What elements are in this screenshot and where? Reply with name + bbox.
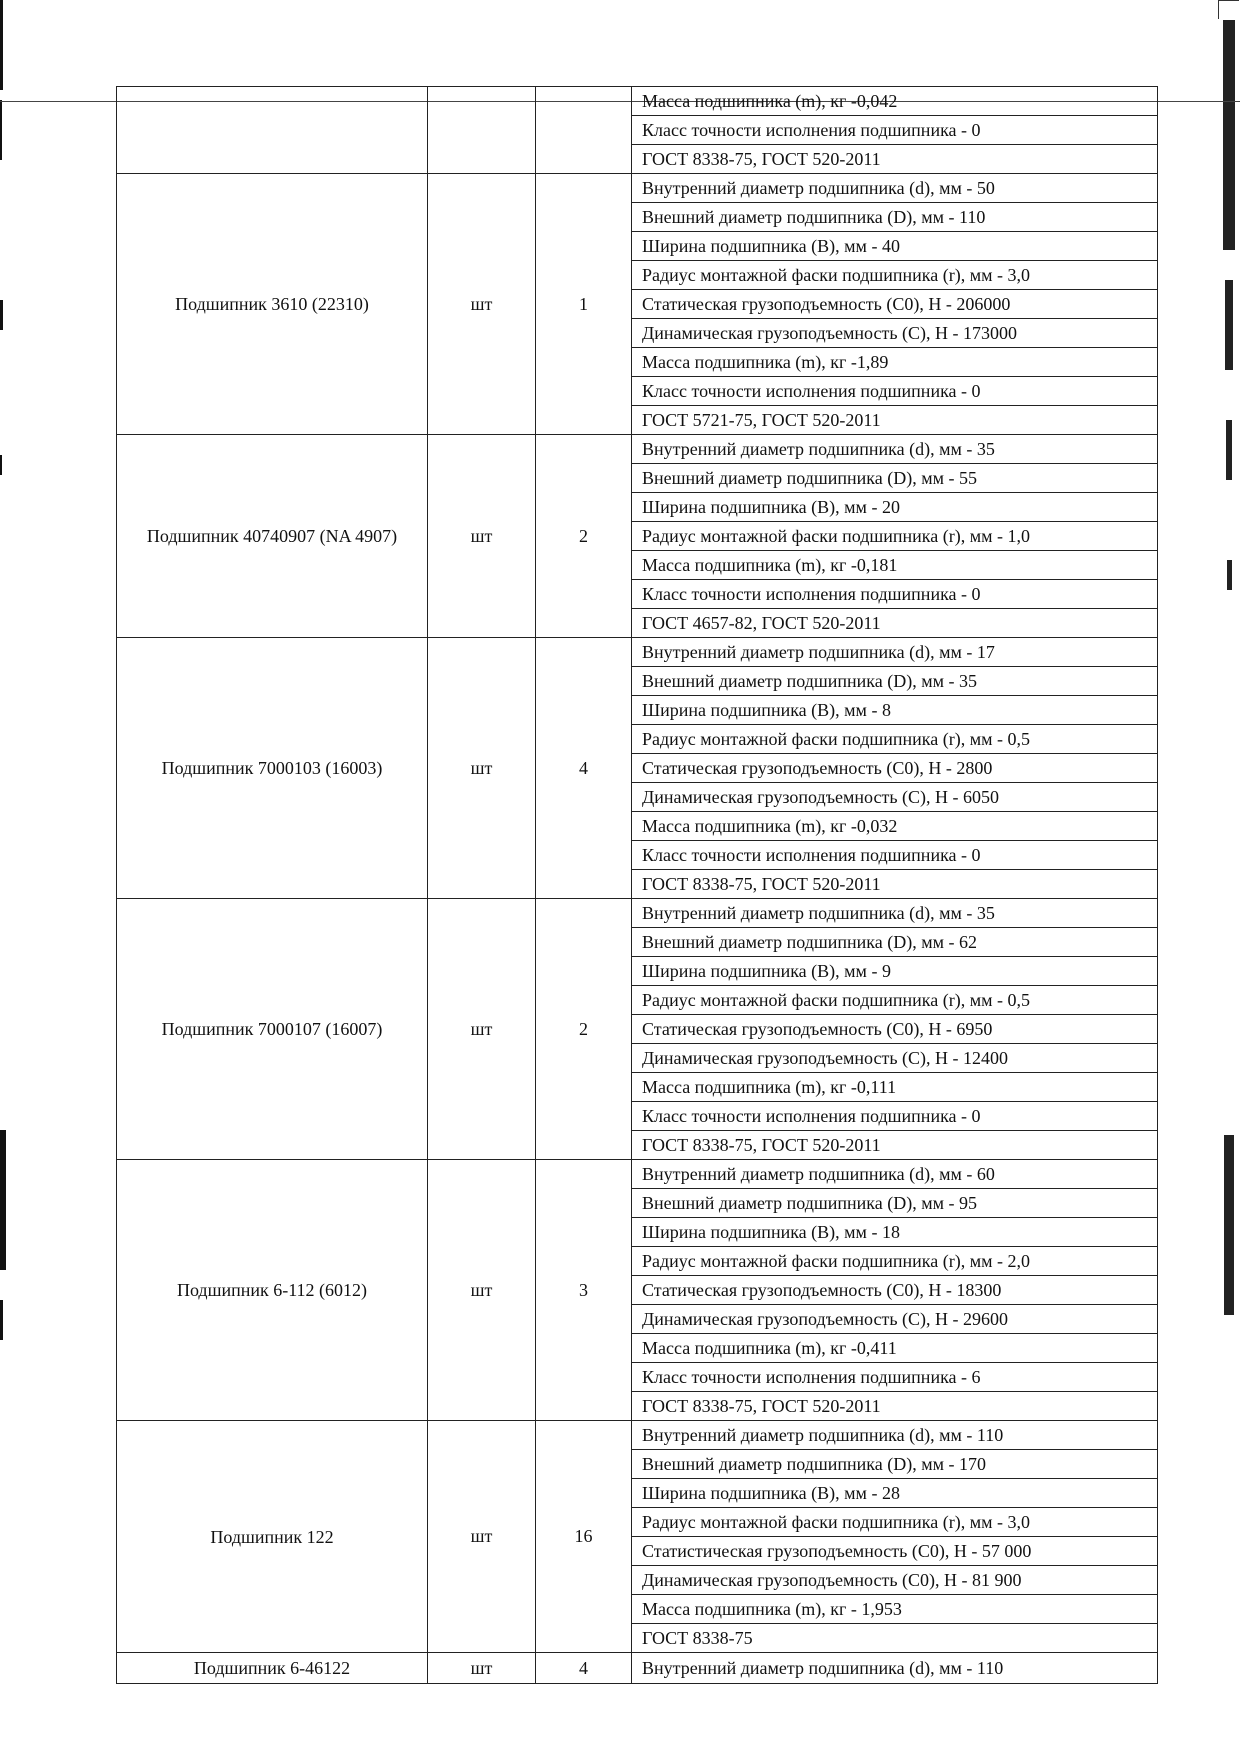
item-unit: шт — [428, 435, 536, 638]
param-cell: ГОСТ 8338-75, ГОСТ 520-2011 — [632, 1392, 1158, 1421]
param-cell: Внутренний диаметр подшипника (d), мм - 60 — [632, 1160, 1158, 1189]
param-cell: Радиус монтажной фаски подшипника (r), мм - 3,0 — [632, 1508, 1158, 1537]
item-unit: шт — [428, 1160, 536, 1421]
item-unit: шт — [428, 174, 536, 435]
item-qty: 2 — [536, 435, 632, 638]
item-qty: 4 — [536, 1653, 632, 1684]
param-cell: Статическая грузоподъемность (C0), Н - 18300 — [632, 1276, 1158, 1305]
param-cell: Внутренний диаметр подшипника (d), мм - 110 — [632, 1653, 1158, 1684]
param-cell: Динамическая грузоподъемность (C), Н - 6050 — [632, 783, 1158, 812]
param-cell: Ширина подшипника (B), мм - 20 — [632, 493, 1158, 522]
param-cell: Статическая грузоподъемность (C0), Н - 206000 — [632, 290, 1158, 319]
param-cell: Внутренний диаметр подшипника (d), мм - 35 — [632, 899, 1158, 928]
item-unit: шт — [428, 638, 536, 899]
param-cell: Внешний диаметр подшипника (D), мм - 95 — [632, 1189, 1158, 1218]
param-cell: Радиус монтажной фаски подшипника (r), мм - 2,0 — [632, 1247, 1158, 1276]
param-cell: Масса подшипника (m), кг -0,042 — [632, 87, 1158, 116]
qty-cell — [536, 87, 632, 174]
param-cell: Масса подшипника (m), кг -0,181 — [632, 551, 1158, 580]
param-cell: Внутренний диаметр подшипника (d), мм - 50 — [632, 174, 1158, 203]
item-name: Подшипник 7000103 (16003) — [117, 638, 428, 899]
item-name: Подшипник 7000107 (16007) — [117, 899, 428, 1160]
table-row — [117, 638, 1158, 667]
param-cell: Динамическая грузоподъемность (C), Н - 12400 — [632, 1044, 1158, 1073]
param-cell: ГОСТ 8338-75, ГОСТ 520-2011 — [632, 870, 1158, 899]
param-cell: Ширина подшипника (B), мм - 40 — [632, 232, 1158, 261]
item-unit: шт — [428, 1653, 536, 1684]
item-unit: шт — [428, 899, 536, 1160]
param-cell: Класс точности исполнения подшипника - 6 — [632, 1363, 1158, 1392]
item-qty: 16 — [536, 1421, 632, 1653]
param-cell: Внутренний диаметр подшипника (d), мм - 35 — [632, 435, 1158, 464]
param-cell: Масса подшипника (m), кг -0,411 — [632, 1334, 1158, 1363]
param-cell: Динамическая грузоподъемность (C), Н - 173000 — [632, 319, 1158, 348]
table-row — [117, 1421, 1158, 1450]
param-cell: Масса подшипника (m), кг - 1,953 — [632, 1595, 1158, 1624]
item-qty: 1 — [536, 174, 632, 435]
param-cell: Радиус монтажной фаски подшипника (r), мм - 0,5 — [632, 986, 1158, 1015]
scan-edge-right — [1221, 0, 1237, 1754]
param-cell: Внешний диаметр подшипника (D), мм - 35 — [632, 667, 1158, 696]
param-cell: Статическая грузоподъемность (C0), Н - 2800 — [632, 754, 1158, 783]
param-cell: ГОСТ 8338-75 — [632, 1624, 1158, 1653]
item-qty: 4 — [536, 638, 632, 899]
param-cell: ГОСТ 5721-75, ГОСТ 520-2011 — [632, 406, 1158, 435]
param-cell: Масса подшипника (m), кг -1,89 — [632, 348, 1158, 377]
item-name: Подшипник 6-46122 — [117, 1653, 428, 1684]
param-cell: Радиус монтажной фаски подшипника (r), мм - 1,0 — [632, 522, 1158, 551]
param-cell: Радиус монтажной фаски подшипника (r), мм - 3,0 — [632, 261, 1158, 290]
item-name: Подшипник 122 — [117, 1421, 428, 1653]
param-cell: Внешний диаметр подшипника (D), мм - 55 — [632, 464, 1158, 493]
item-qty: 2 — [536, 899, 632, 1160]
param-cell: Класс точности исполнения подшипника - 0 — [632, 580, 1158, 609]
item-qty: 3 — [536, 1160, 632, 1421]
param-cell: Статистическая грузоподъемность (C0), Н - 57 000 — [632, 1537, 1158, 1566]
param-cell: Внутренний диаметр подшипника (d), мм - 110 — [632, 1421, 1158, 1450]
param-cell: Ширина подшипника (B), мм - 9 — [632, 957, 1158, 986]
param-cell: Класс точности исполнения подшипника - 0 — [632, 116, 1158, 145]
param-cell: Класс точности исполнения подшипника - 0 — [632, 1102, 1158, 1131]
param-cell: Внутренний диаметр подшипника (d), мм - 17 — [632, 638, 1158, 667]
param-cell: Внешний диаметр подшипника (D), мм - 62 — [632, 928, 1158, 957]
param-cell: ГОСТ 4657-82, ГОСТ 520-2011 — [632, 609, 1158, 638]
param-cell: Статическая грузоподъемность (C0), Н - 6950 — [632, 1015, 1158, 1044]
param-cell: Ширина подшипника (B), мм - 8 — [632, 696, 1158, 725]
name-cell — [117, 87, 428, 174]
table-row — [117, 899, 1158, 928]
scan-edge-left — [0, 0, 7, 1754]
item-unit: шт — [428, 1421, 536, 1653]
param-cell: Масса подшипника (m), кг -0,111 — [632, 1073, 1158, 1102]
param-cell: Внешний диаметр подшипника (D), мм - 110 — [632, 203, 1158, 232]
table-body — [117, 87, 1158, 1684]
table-row — [117, 1160, 1158, 1189]
table-row — [117, 435, 1158, 464]
param-cell: Класс точности исполнения подшипника - 0 — [632, 377, 1158, 406]
param-cell: Ширина подшипника (B), мм - 18 — [632, 1218, 1158, 1247]
param-cell: Класс точности исполнения подшипника - 0 — [632, 841, 1158, 870]
param-cell: Радиус монтажной фаски подшипника (r), мм - 0,5 — [632, 725, 1158, 754]
table-row — [117, 87, 1158, 116]
param-cell: Масса подшипника (m), кг -0,032 — [632, 812, 1158, 841]
item-name: Подшипник 6-112 (6012) — [117, 1160, 428, 1421]
table-row — [117, 1653, 1158, 1684]
table-row — [117, 174, 1158, 203]
param-cell: Ширина подшипника (B), мм - 28 — [632, 1479, 1158, 1508]
bearing-spec-table — [116, 86, 1158, 1684]
item-name: Подшипник 40740907 (NA 4907) — [117, 435, 428, 638]
param-cell: Внешний диаметр подшипника (D), мм - 170 — [632, 1450, 1158, 1479]
param-cell: ГОСТ 8338-75, ГОСТ 520-2011 — [632, 1131, 1158, 1160]
param-cell: Динамическая грузоподъемность (C), Н - 29600 — [632, 1305, 1158, 1334]
unit-cell — [428, 87, 536, 174]
param-cell: Динамическая грузоподъемность (C0), Н - 81 900 — [632, 1566, 1158, 1595]
item-name: Подшипник 3610 (22310) — [117, 174, 428, 435]
param-cell: ГОСТ 8338-75, ГОСТ 520-2011 — [632, 145, 1158, 174]
